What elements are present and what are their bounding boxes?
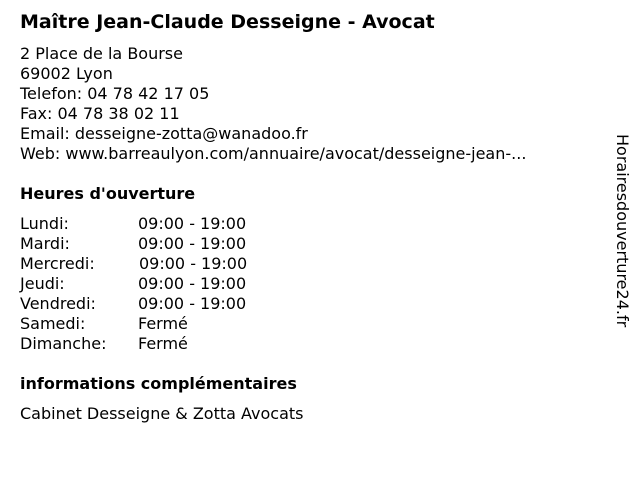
day-label: Mercredi: [20, 254, 95, 273]
additional-info-text: Cabinet Desseigne & Zotta Avocats [20, 404, 304, 423]
day-hours: 09:00 - 19:00 [138, 294, 247, 313]
day-label: Vendredi: [20, 294, 96, 313]
day-label: Mardi: [20, 234, 70, 253]
day-label: Jeudi: [20, 274, 65, 293]
additional-info-heading: informations complémentaires [20, 374, 297, 393]
email-address: Email: desseigne-zotta@wanadoo.fr [20, 124, 308, 143]
day-label: Dimanche: [20, 334, 107, 353]
opening-hours-table [20, 214, 280, 354]
hours-row-monday [20, 214, 280, 234]
phone-number: Telefon: 04 78 42 17 05 [20, 84, 210, 103]
brand-watermark-text: Horairesdouverture24.fr [613, 134, 632, 328]
fax-number: Fax: 04 78 38 02 11 [20, 104, 180, 123]
hours-row-tuesday [20, 234, 280, 254]
city-address: 69002 Lyon [20, 64, 113, 83]
hours-row-sunday [20, 334, 280, 354]
day-label: Samedi: [20, 314, 86, 333]
day-hours: Fermé [138, 334, 188, 353]
brand-watermark [612, 134, 632, 374]
day-hours: 09:00 - 19:00 [138, 274, 247, 293]
hours-row-thursday [20, 274, 280, 294]
hours-row-friday [20, 294, 280, 314]
street-address: 2 Place de la Bourse [20, 44, 183, 63]
day-hours: 09:00 - 19:00 [139, 254, 248, 273]
business-title: Maître Jean-Claude Desseigne - Avocat [20, 11, 435, 33]
contact-block [20, 44, 526, 164]
opening-hours-heading: Heures d'ouverture [20, 184, 196, 203]
day-hours: 09:00 - 19:00 [138, 234, 247, 253]
hours-row-wednesday [20, 254, 280, 274]
hours-row-saturday [20, 314, 280, 334]
day-hours: Fermé [138, 314, 188, 333]
website-url: Web: www.barreaulyon.com/annuaire/avocat/desseigne-jean-... [20, 144, 527, 163]
day-hours: 09:00 - 19:00 [138, 214, 247, 233]
day-label: Lundi: [20, 214, 69, 233]
